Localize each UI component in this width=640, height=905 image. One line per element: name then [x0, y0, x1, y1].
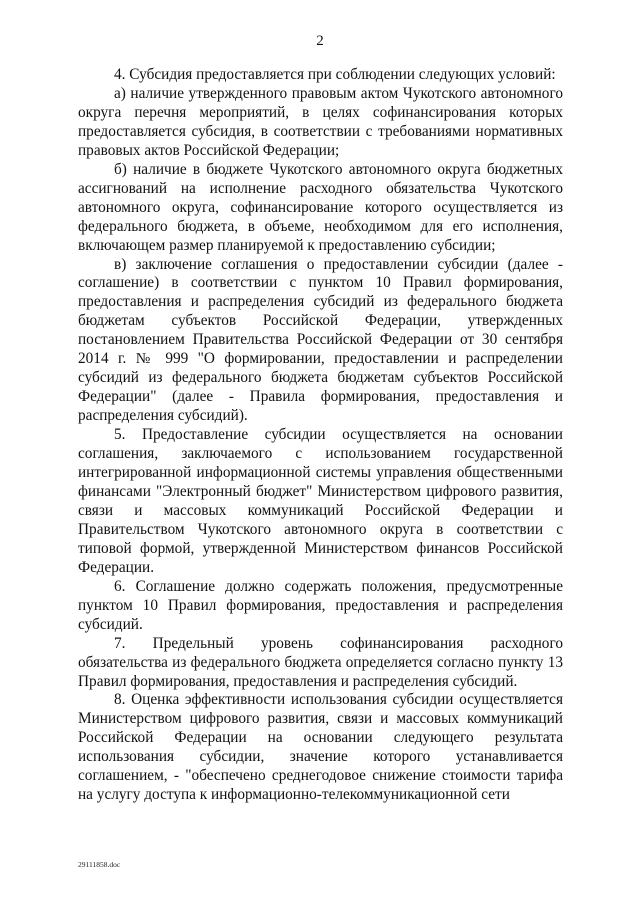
paragraph-4v: в) заключение соглашения о предоставлении субсидии (далее - соглашение) в соответствии с пунктом 10 Правил формирования, предоставления и распределения субсидий из федерального бюджета бюджетам субъектов Российской Федерации, утвержденных постановлением Правительства Российской Федерации от 30 сентября 2014 г. № 999 "О формировании, предоставлении и распределении субсидий из федерального бюджета бюджетам субъектов Российской Федерации" (далее - Правила формирования, предоставления и распределения субсидий). — [78, 255, 563, 425]
paragraph-4a: а) наличие утвержденного правовым актом Чукотского автономного округа перечня мероприятий, в целях софинансирования которых предоставляется субсидия, в соответствии с требованиями нормативных правовых актов Российской Федерации; — [78, 84, 563, 159]
page-number: 2 — [316, 33, 324, 49]
paragraph-6: 6. Соглашение должно содержать положения, предусмотренные пунктом 10 Правил формирования, предоставления и распределения субсидий. — [78, 577, 563, 633]
paragraph-5: 5. Предоставление субсидии осуществляется на основании соглашения, заключаемого с использованием государственной интегрированной информационной системы управления общественными финансами "Электронный бюджет" Министерством цифрового развития, связи и массовых коммуникаций Российской Федерации и Правительством Чукотского автономного округа в соответствии с типовой формой, утвержденной Министерством финансов Российской Федерации. — [78, 426, 563, 576]
document-body — [78, 66, 563, 805]
document-file-code: 29111858.doc — [78, 860, 121, 869]
paragraph-4b: б) наличие в бюджете Чукотского автономного округа бюджетных ассигнований на исполнение расходного обязательства Чукотского автономного округа, софинансирование которого осуществляется из федерального бюджета, в объеме, необходимом для его исполнения, включающем размер планируемой к предоставлению субсидии; — [78, 160, 563, 254]
paragraph-4: 4. Субсидия предоставляется при соблюдении следующих условий: — [114, 66, 556, 83]
paragraph-8: 8. Оценка эффективности использования субсидии осуществляется Министерством цифрового развития, связи и массовых коммуникаций Российской Федерации на основании следующего результата использования субсидии, значение которого устанавливается соглашением, - "обеспечено среднегодовое снижение стоимости тарифа на услугу доступа к информационно-телекоммуникационной сети — [78, 691, 563, 804]
paragraph-7: 7. Предельный уровень софинансирования расходного обязательства из федерального бюджета определяется согласно пункту 13 Правил формирования, предоставления и распределения субсидий. — [78, 634, 563, 690]
